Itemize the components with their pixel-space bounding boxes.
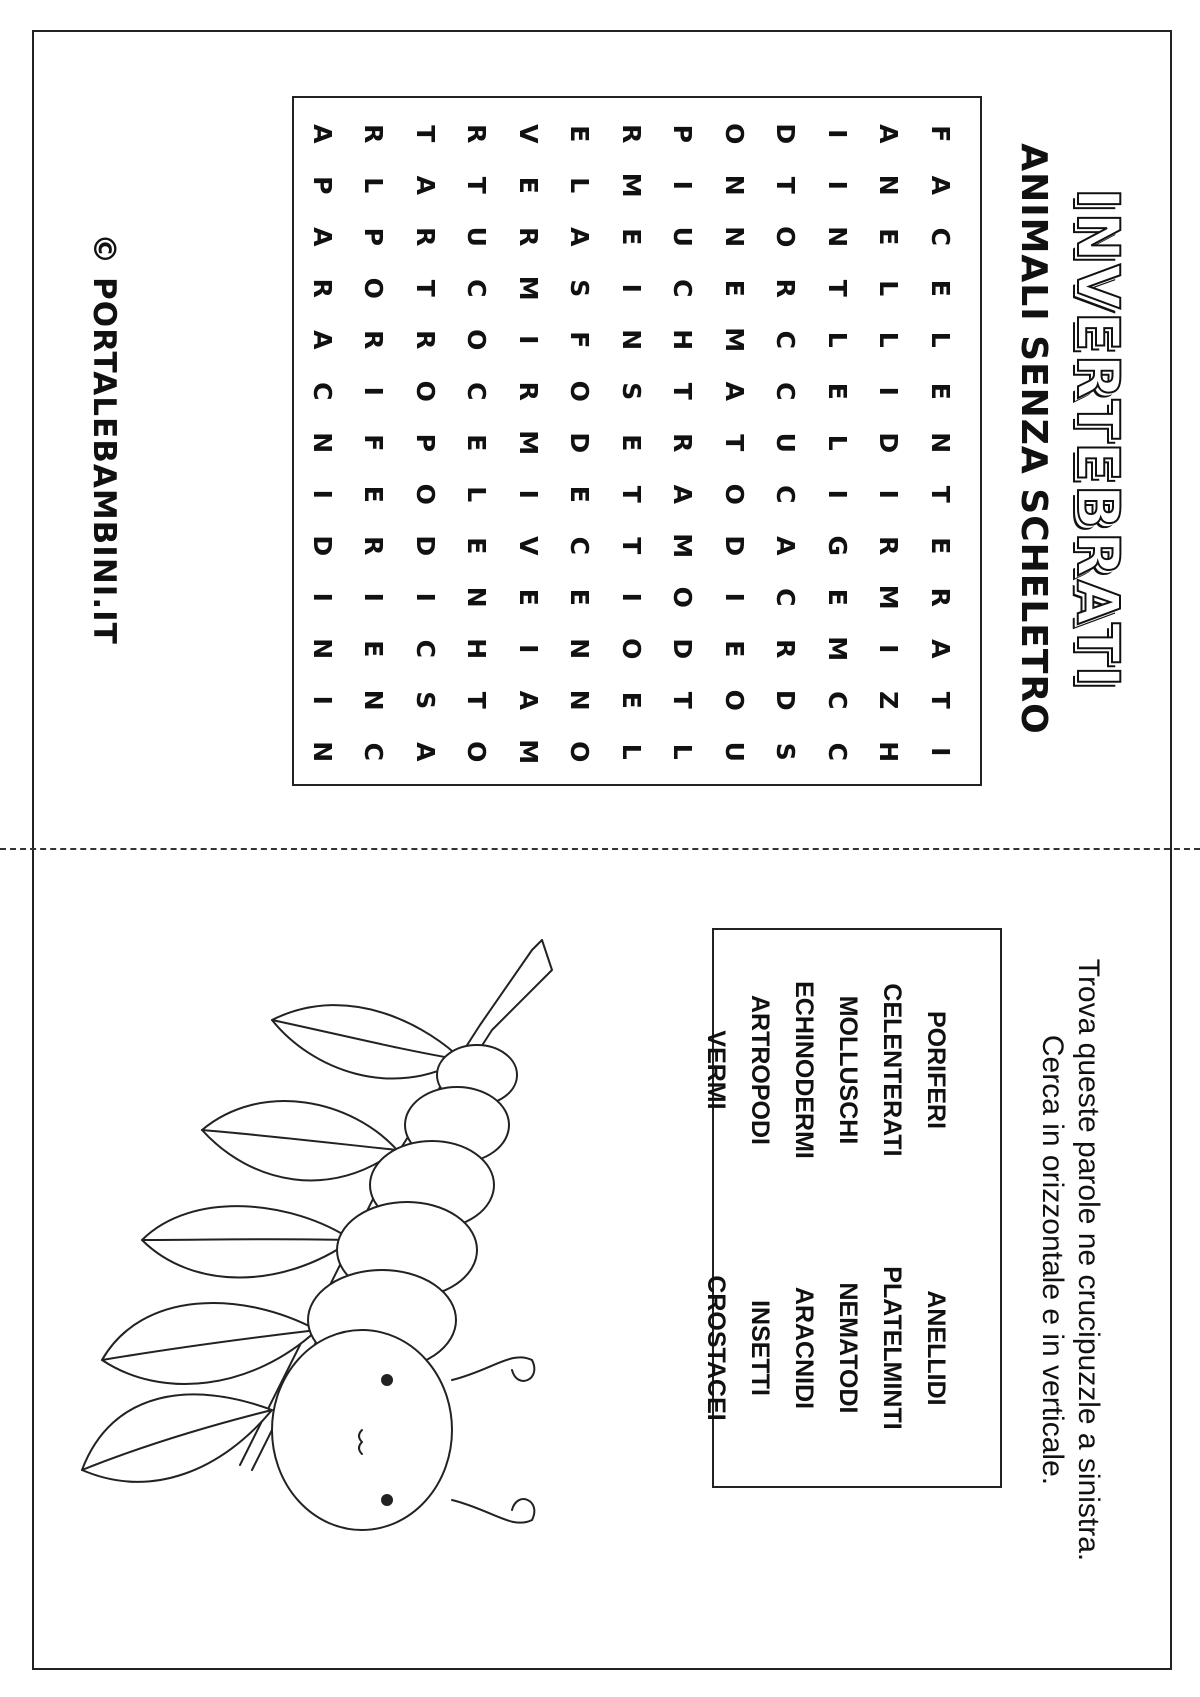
grid-cell: I <box>822 180 852 190</box>
grid-cell: E <box>925 279 955 297</box>
grid-cell: C <box>822 742 852 761</box>
grid-cell: I <box>668 180 698 190</box>
grid-cell: O <box>462 329 492 351</box>
grid-cell: I <box>874 489 904 499</box>
page-subtitle: ANIMALI SENZA SCHELETRO <box>1013 143 1054 735</box>
caterpillar-on-branch-icon <box>52 910 572 1650</box>
word-list-item: ARACNIDI <box>790 1286 818 1410</box>
grid-cell: L <box>874 331 904 348</box>
grid-cell: H <box>668 329 698 351</box>
grid-cell: O <box>565 741 595 763</box>
grid-cell: T <box>462 176 492 194</box>
grid-cell: R <box>925 587 955 607</box>
grid-cell: R <box>771 278 801 298</box>
grid-cell: I <box>874 644 904 654</box>
word-list-item: INSETTI <box>746 1300 774 1396</box>
word-list-item: ECHINODERMI <box>790 981 818 1159</box>
grid-cell: S <box>565 279 595 298</box>
grid-cell: E <box>462 537 492 555</box>
grid-cell: C <box>771 588 801 607</box>
grid-cell: L <box>874 280 904 297</box>
grid-cell: T <box>925 485 955 503</box>
grid-cell: C <box>925 227 955 246</box>
grid-cell: A <box>410 175 440 195</box>
grid-cell: T <box>668 382 698 400</box>
grid-cell: C <box>410 639 440 658</box>
grid-cell: A <box>307 227 337 247</box>
grid-cell: E <box>719 279 749 297</box>
grid-cell: N <box>719 226 749 248</box>
grid-cell: L <box>565 177 595 194</box>
grid-cell: V <box>513 124 543 144</box>
grid-cell: A <box>925 175 955 195</box>
grid-cell: R <box>513 227 543 247</box>
grid-cell: I <box>359 386 389 396</box>
grid-cell: U <box>771 432 801 453</box>
grid-cell: I <box>616 283 646 293</box>
grid-cell: E <box>874 228 904 246</box>
grid-cell: C <box>771 382 801 401</box>
copyright-text: © PORTALEBAMBINI.IT <box>86 233 122 645</box>
grid-cell: R <box>771 639 801 659</box>
grid-cell: N <box>874 174 904 196</box>
grid-cell: C <box>359 742 389 761</box>
grid-cell: C <box>462 382 492 401</box>
grid-cell: O <box>719 483 749 505</box>
grid-cell: A <box>668 484 698 504</box>
grid-cell: E <box>565 485 595 503</box>
grid-cell: T <box>410 279 440 297</box>
grid-cell: T <box>462 691 492 709</box>
back-panel <box>32 850 1172 1670</box>
grid-cell: L <box>822 331 852 348</box>
word-list-item: VERMI <box>702 1030 730 1110</box>
grid-cell: A <box>925 639 955 659</box>
grid-cell: Z <box>874 691 904 710</box>
word-list-item: MOLLUSCHI <box>834 995 862 1145</box>
grid-cell: R <box>462 124 492 144</box>
grid-cell: I <box>359 592 389 602</box>
grid-cell: C <box>462 279 492 298</box>
grid-cell: T <box>925 691 955 709</box>
grid-cell: N <box>462 586 492 608</box>
grid-cell: E <box>719 640 749 658</box>
grid-cell: T <box>719 434 749 452</box>
grid-cell: R <box>359 124 389 144</box>
grid-cell: R <box>513 381 543 401</box>
grid-cell: I <box>616 592 646 602</box>
grid-cell: M <box>513 275 543 301</box>
grid-cell: L <box>616 743 646 760</box>
grid-cell: C <box>822 691 852 710</box>
grid-cell: I <box>410 592 440 602</box>
word-list-item: PLATELMINTI <box>878 1266 906 1430</box>
word-list-item: NEMATODI <box>834 1282 862 1414</box>
grid-cell: C <box>668 279 698 298</box>
grid-cell: V <box>513 536 543 556</box>
grid-cell: O <box>565 380 595 402</box>
grid-cell: E <box>513 176 543 194</box>
grid-cell: A <box>307 330 337 350</box>
grid-cell: R <box>668 433 698 453</box>
grid-cell: P <box>307 176 337 195</box>
grid-cell: N <box>359 689 389 711</box>
grid-cell: O <box>668 586 698 608</box>
grid-cell: P <box>359 227 389 246</box>
grid-cell: E <box>822 588 852 606</box>
grid-cell: O <box>462 741 492 763</box>
grid-cell: N <box>616 329 646 351</box>
grid-cell: I <box>513 335 543 345</box>
word-list-box <box>702 928 1002 1488</box>
grid-cell: F <box>925 125 955 143</box>
page-title: INVERTEBRATI <box>1064 187 1132 691</box>
grid-cell: C <box>565 536 595 555</box>
grid-cell: A <box>513 690 543 710</box>
grid-cell: P <box>668 124 698 143</box>
grid-cell: N <box>307 741 337 763</box>
grid-cell: I <box>513 489 543 499</box>
grid-cell: O <box>771 226 801 248</box>
grid-cell: S <box>771 742 801 761</box>
grid-cell: M <box>513 430 543 456</box>
grid-cell: O <box>719 689 749 711</box>
front-panel <box>32 30 1172 848</box>
grid-cell: D <box>771 123 801 145</box>
word-list-left <box>694 940 958 1200</box>
grid-cell: O <box>410 483 440 505</box>
grid-cell: N <box>565 689 595 711</box>
grid-cell: T <box>668 691 698 709</box>
grid-cell: R <box>307 278 337 298</box>
grid-cell: N <box>822 226 852 248</box>
grid-cell: R <box>410 330 440 350</box>
grid-cell: I <box>822 129 852 139</box>
grid-cell: S <box>410 691 440 710</box>
grid-cell: I <box>307 489 337 499</box>
grid-cell: M <box>513 739 543 765</box>
grid-cell: G <box>822 535 852 557</box>
grid-cell: R <box>410 227 440 247</box>
grid-cell: L <box>822 434 852 451</box>
grid-cell: T <box>410 125 440 143</box>
grid-cell: D <box>565 432 595 454</box>
grid-cell: D <box>719 535 749 557</box>
word-search-grid <box>297 108 967 778</box>
grid-cell: L <box>462 486 492 503</box>
grid-cell: N <box>719 174 749 196</box>
grid-cell: I <box>874 386 904 396</box>
grid-cell: F <box>359 434 389 452</box>
grid-cell: M <box>874 584 904 610</box>
grid-cell: E <box>565 125 595 143</box>
grid-cell: I <box>925 747 955 757</box>
instructions-line-1: Trova queste parole ne crucipuzzle a sinistra. <box>1072 958 1105 1562</box>
grid-cell: E <box>925 382 955 400</box>
grid-cell: T <box>616 537 646 555</box>
grid-cell: C <box>307 382 337 401</box>
grid-cell: D <box>410 535 440 557</box>
grid-cell: N <box>565 638 595 660</box>
grid-cell: E <box>925 537 955 555</box>
instructions <box>1034 850 1106 1670</box>
word-list-item: ANELLIDI <box>922 1290 950 1406</box>
grid-cell: D <box>307 535 337 557</box>
grid-cell: E <box>616 691 646 709</box>
word-list-item: PORIFERI <box>922 1010 950 1130</box>
grid-cell: E <box>822 382 852 400</box>
grid-cell: A <box>771 536 801 556</box>
grid-cell: E <box>616 434 646 452</box>
word-list-right <box>694 1218 958 1478</box>
word-list-item: CROSTACEI <box>702 1275 730 1421</box>
grid-cell: T <box>822 279 852 297</box>
grid-cell: U <box>462 226 492 247</box>
grid-cell: A <box>719 381 749 401</box>
grid-cell: E <box>462 434 492 452</box>
grid-cell: S <box>616 382 646 401</box>
grid-cell: I <box>719 592 749 602</box>
grid-cell: F <box>565 331 595 349</box>
grid-cell: A <box>307 124 337 144</box>
grid-cell: E <box>565 588 595 606</box>
grid-cell: E <box>513 588 543 606</box>
grid-cell: E <box>359 485 389 503</box>
grid-cell: U <box>668 226 698 247</box>
grid-cell: L <box>359 177 389 194</box>
grid-cell: M <box>719 327 749 353</box>
grid-cell: O <box>359 277 389 299</box>
grid-cell: C <box>771 330 801 349</box>
grid-cell: T <box>771 176 801 194</box>
grid-cell: A <box>565 227 595 247</box>
grid-cell: U <box>719 741 749 762</box>
grid-cell: O <box>616 638 646 660</box>
grid-cell: M <box>668 533 698 559</box>
grid-cell: N <box>307 432 337 454</box>
instructions-line-2: Cerca in orizzontale e in verticale. <box>1036 1034 1069 1486</box>
grid-cell: M <box>822 636 852 662</box>
grid-cell: I <box>822 489 852 499</box>
grid-cell: M <box>616 172 646 198</box>
grid-cell: H <box>462 638 492 660</box>
grid-cell: L <box>668 743 698 760</box>
grid-cell: R <box>359 536 389 556</box>
grid-cell: I <box>307 695 337 705</box>
grid-cell: E <box>359 640 389 658</box>
grid-cell: R <box>359 330 389 350</box>
grid-cell: C <box>771 485 801 504</box>
grid-cell: O <box>410 380 440 402</box>
grid-cell: L <box>925 331 955 348</box>
grid-cell: A <box>410 742 440 762</box>
grid-cell: A <box>874 124 904 144</box>
word-list-item: CELENTERATI <box>878 983 906 1157</box>
grid-cell: D <box>771 689 801 711</box>
grid-cell: N <box>925 432 955 454</box>
grid-cell: O <box>719 123 749 145</box>
grid-cell: R <box>616 124 646 144</box>
grid-cell: R <box>874 536 904 556</box>
grid-cell: P <box>410 433 440 452</box>
grid-cell: H <box>874 741 904 763</box>
grid-cell: I <box>513 644 543 654</box>
grid-cell: E <box>616 228 646 246</box>
word-search-box <box>292 96 982 786</box>
grid-cell: D <box>668 638 698 660</box>
word-list-item: ARTROPODI <box>746 995 774 1145</box>
grid-cell: D <box>874 432 904 454</box>
grid-cell: T <box>616 485 646 503</box>
grid-cell: I <box>307 592 337 602</box>
grid-cell: N <box>307 638 337 660</box>
